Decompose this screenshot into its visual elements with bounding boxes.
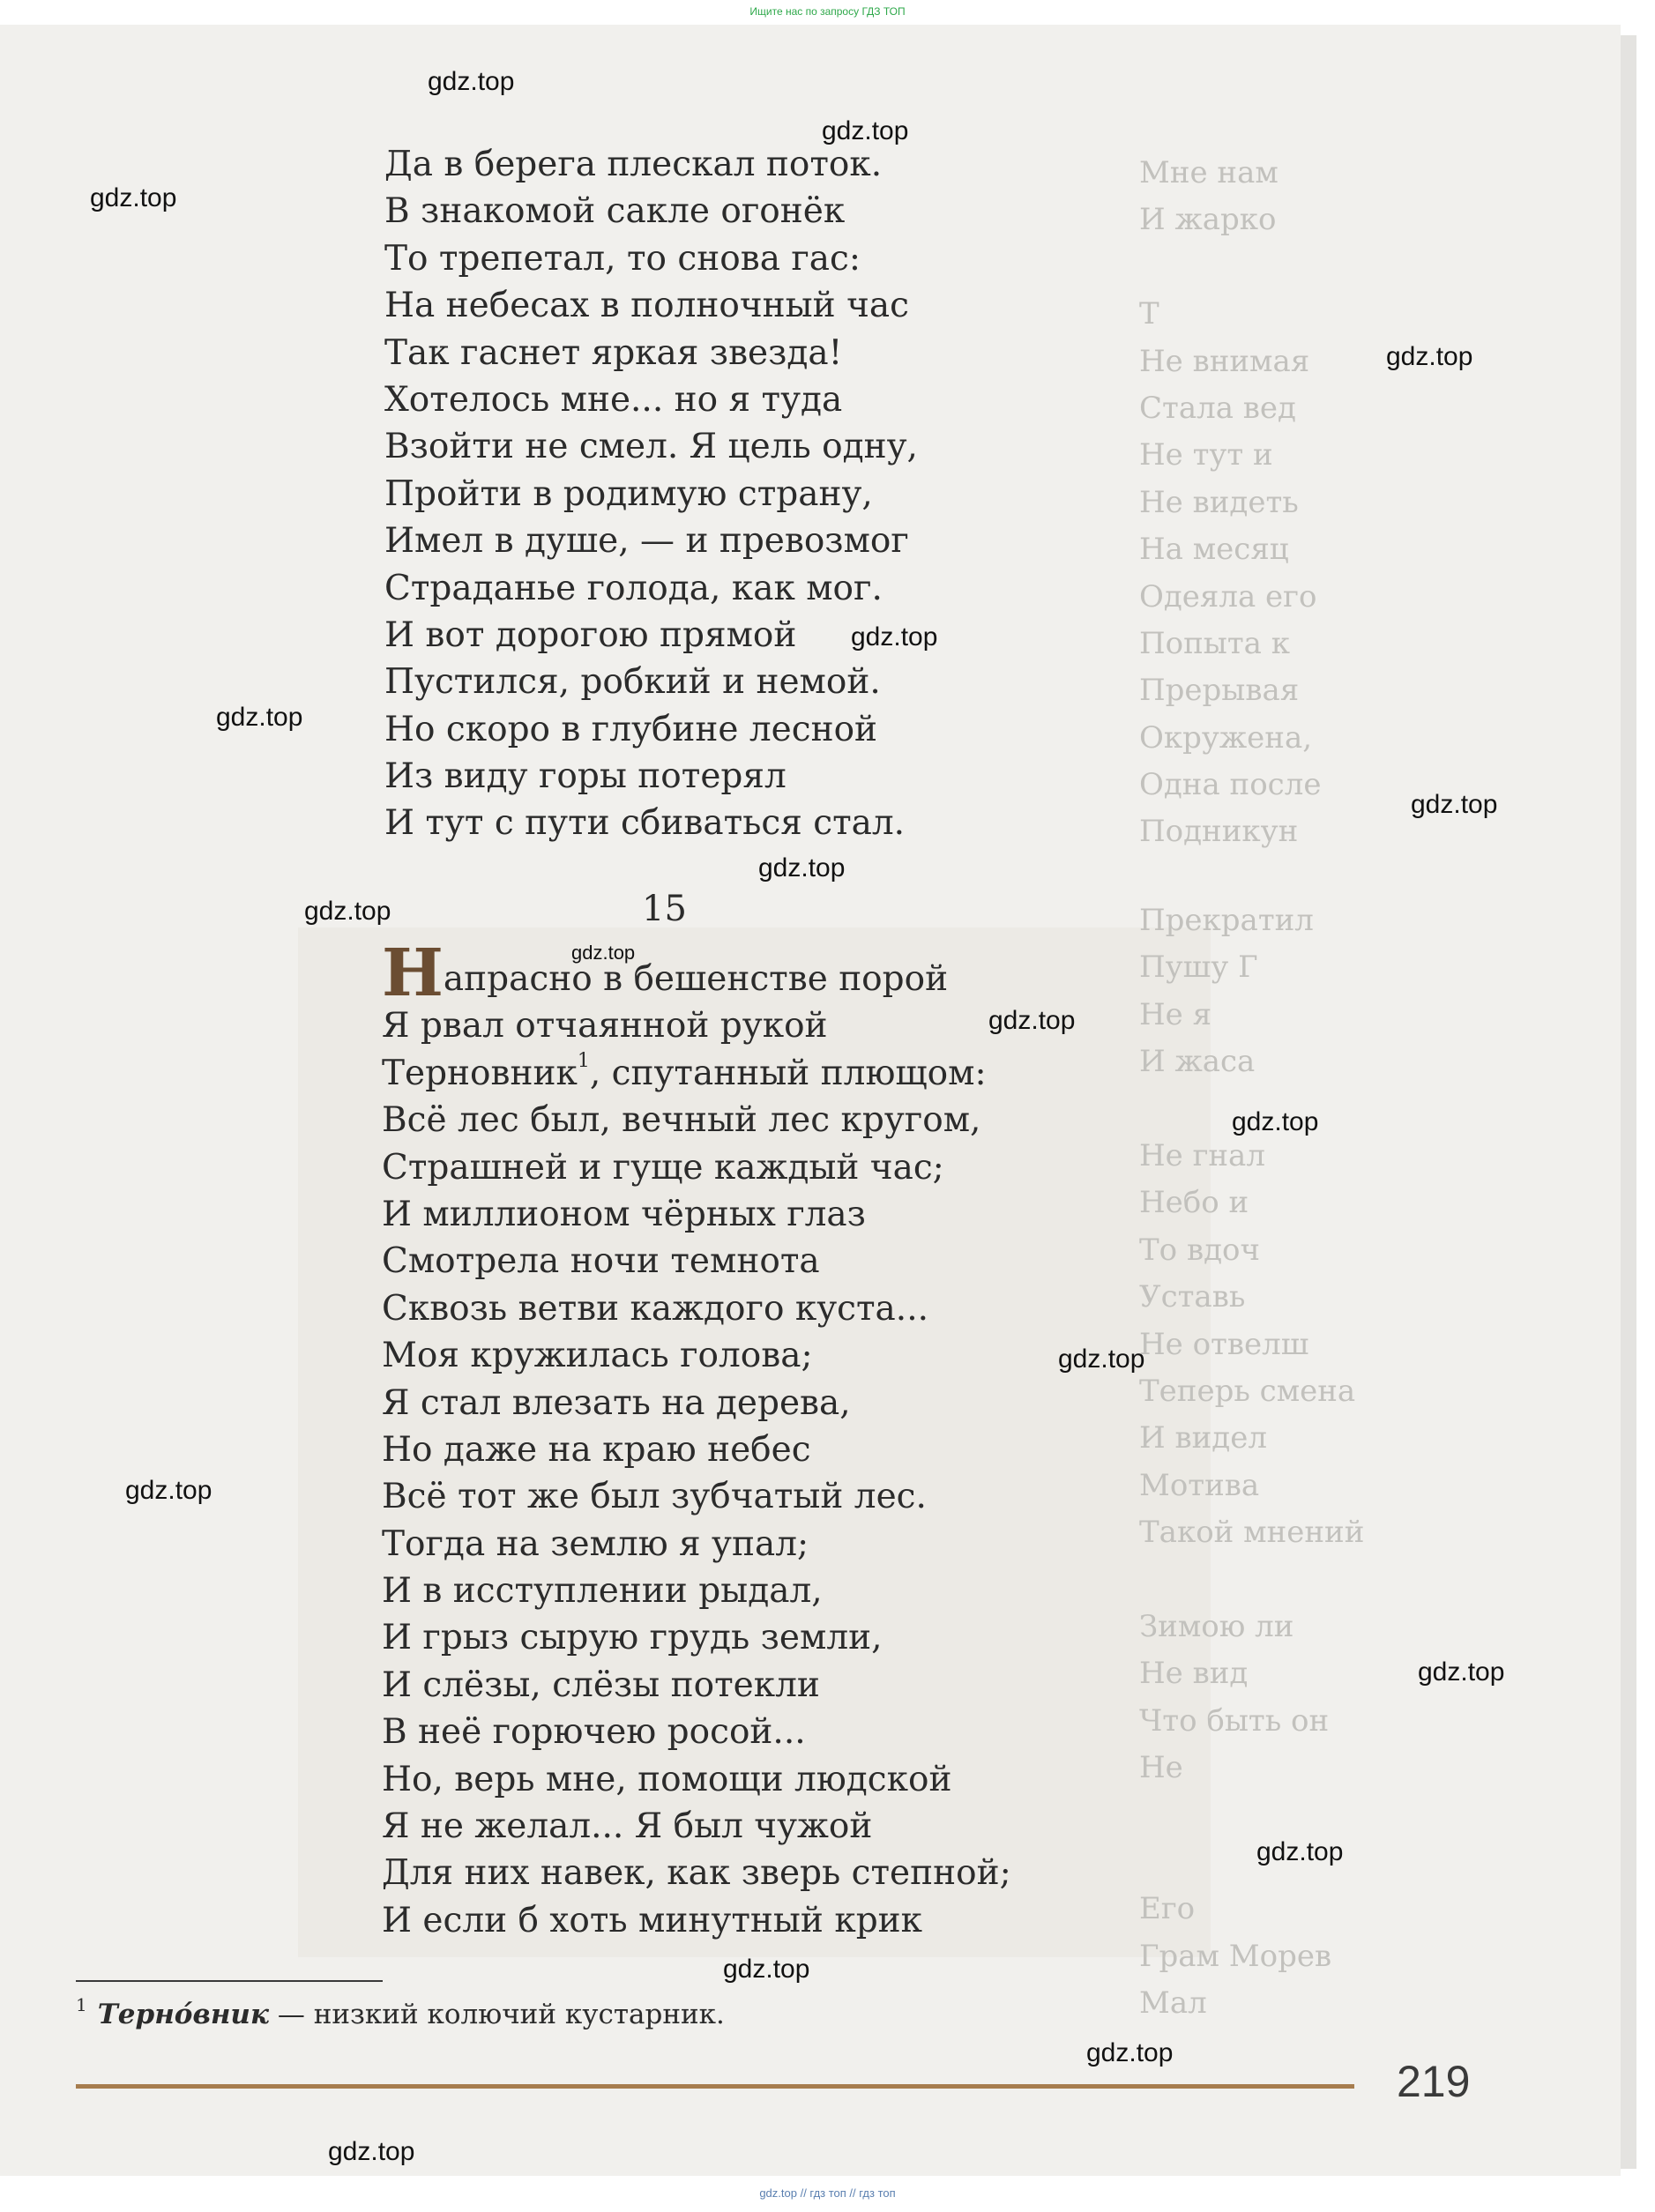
drop-cap: Н xyxy=(382,935,444,1011)
bottom-banner: gdz.top // гдз топ // гдз топ xyxy=(759,2186,896,2200)
ghost-line: Грам Морев xyxy=(1139,1938,1332,1974)
first-line-text: апрасно в бешенстве порой xyxy=(443,959,949,999)
ghost-line: Не тут и xyxy=(1139,437,1273,473)
poem-line: На небесах в полночный час xyxy=(384,286,909,326)
bottom-divider xyxy=(76,2084,1354,2089)
ghost-line: Его xyxy=(1139,1891,1196,1927)
ghost-line: Мотива xyxy=(1139,1467,1260,1503)
ghost-line: Не гнал xyxy=(1139,1137,1265,1173)
poem-line: Я стал влезать на дерева, xyxy=(382,1382,851,1423)
ghost-line: Такой мнений xyxy=(1139,1515,1365,1551)
poem-line: Тогда на землю я упал; xyxy=(382,1523,809,1564)
watermark: gdz.top xyxy=(1386,342,1473,371)
ghost-line: Окружена, xyxy=(1139,719,1313,756)
footnoted-word: Терновник xyxy=(382,1053,578,1093)
footnote-number: 1 xyxy=(76,1994,87,2015)
poem-line: И вот дорогою прямой xyxy=(384,614,797,655)
section-number: 15 xyxy=(642,889,687,929)
bleed-through-text-top xyxy=(1139,150,1321,856)
watermark: gdz.top xyxy=(1256,1837,1344,1866)
ghost-line: Прерывая xyxy=(1139,673,1300,709)
ghost-line: Не внимая xyxy=(1139,343,1310,379)
poem-line: Я не желал... Я был чужой xyxy=(382,1806,873,1847)
poem-line: Смотрела ночи темнота xyxy=(382,1241,820,1282)
ghost-line: Прекратил xyxy=(1139,903,1314,938)
ghost-line: Попыта к xyxy=(1139,625,1290,661)
poem-line: Пройти в родимую страну, xyxy=(384,473,873,514)
page-number: 219 xyxy=(1397,2057,1471,2106)
watermark: gdz.top xyxy=(723,1955,810,1984)
poem-line: Взойти не смел. Я цель одну, xyxy=(384,427,918,467)
watermark: gdz.top xyxy=(758,853,846,883)
poem-line: И тут с пути сбиваться стал. xyxy=(384,803,906,844)
poem-line: Всё лес был, вечный лес кругом, xyxy=(382,1100,981,1141)
poem-stanza-14-end xyxy=(384,141,918,847)
poem-line: Из виду горы потерял xyxy=(384,756,786,797)
footnote-term: Терно́вник xyxy=(97,1999,269,2030)
ghost-line: Не видеть xyxy=(1139,484,1299,520)
poem-line: Всё тот же был зубчатый лес. xyxy=(382,1477,927,1517)
ghost-line: На месяц xyxy=(1139,532,1289,568)
top-banner: Ищите нас по запросу ГДЗ ТОП xyxy=(749,5,906,18)
poem-line: Но, верь мне, помощи людской xyxy=(382,1759,952,1799)
page-edge xyxy=(1621,35,1636,2169)
watermark: gdz.top xyxy=(1058,1344,1145,1374)
ghost-line: Не я xyxy=(1139,996,1212,1032)
poem-line: Пустился, робкий и немой. xyxy=(384,662,881,703)
watermark: gdz.top xyxy=(571,942,636,964)
poem-line: Сквозь ветви каждого куста... xyxy=(382,1288,929,1329)
watermark: gdz.top xyxy=(851,622,938,652)
watermark: gdz.top xyxy=(822,116,909,145)
ghost-line: И видел xyxy=(1139,1420,1267,1456)
poem-line: Для них навек, как зверь степной; xyxy=(382,1853,1011,1894)
ghost-line: И жарко xyxy=(1139,202,1277,238)
watermark: gdz.top xyxy=(1086,2038,1174,2067)
watermark: gdz.top xyxy=(428,67,515,96)
footnote xyxy=(76,1994,725,2030)
poem-line-with-footnote xyxy=(382,1050,1011,1097)
ghost-line xyxy=(1139,244,1321,291)
ghost-line: Теперь смена xyxy=(1139,1373,1356,1409)
ghost-line: Одеяла его xyxy=(1139,578,1317,614)
poem-line: И миллионом чёрных глаз xyxy=(382,1194,866,1234)
poem-line: В неё горючею росой... xyxy=(382,1712,806,1753)
ghost-line: Уставь xyxy=(1139,1279,1246,1315)
poem-line: Страшней и гуще каждый час; xyxy=(382,1147,944,1188)
poem-line: И слёзы, слёзы потекли xyxy=(382,1665,820,1705)
watermark: gdz.top xyxy=(1411,790,1498,819)
footnote-dash: — xyxy=(268,1999,314,2030)
ghost-line: Подникун xyxy=(1139,814,1299,850)
watermark: gdz.top xyxy=(304,897,391,926)
footnote-definition: низкий колючий кустарник. xyxy=(313,1999,725,2030)
ghost-line: Не xyxy=(1139,1750,1183,1786)
watermark: gdz.top xyxy=(1418,1657,1505,1687)
footnote-mark: 1 xyxy=(577,1049,590,1072)
ghost-line: И жаса xyxy=(1139,1044,1256,1080)
ghost-line: Зимою ли xyxy=(1139,1608,1294,1644)
poem-line: То трепетал, то снова гас: xyxy=(384,238,861,279)
watermark: gdz.top xyxy=(1232,1107,1319,1136)
ghost-line: Стала вед xyxy=(1139,390,1296,426)
ghost-line: То вдоч xyxy=(1139,1232,1260,1268)
poem-line: Так гаснет яркая звезда! xyxy=(384,332,843,373)
watermark: gdz.top xyxy=(216,703,303,732)
watermark: gdz.top xyxy=(328,2137,415,2166)
ghost-line: Не отвелш xyxy=(1139,1326,1309,1362)
poem-line: Страданье голода, как мог. xyxy=(384,568,883,608)
poem-line: И грыз сырую грудь земли, xyxy=(382,1618,883,1658)
poem-line: И в исступлении рыдал, xyxy=(382,1571,823,1612)
line-text: , спутанный плющом: xyxy=(589,1053,987,1093)
ghost-line xyxy=(1139,1791,1364,1838)
poem-line: Хотелось мне... но я туда xyxy=(384,379,843,420)
poem-line: Я рвал отчаянной рукой xyxy=(382,1006,828,1046)
ghost-line: Мне нам xyxy=(1139,155,1279,190)
poem-line: Да в берега плескал поток. xyxy=(384,145,883,184)
footnote-divider xyxy=(76,1980,383,1982)
ghost-line: Что быть он xyxy=(1139,1702,1330,1739)
ghost-line xyxy=(1139,1556,1364,1603)
poem-line: Но даже на краю небес xyxy=(382,1429,811,1470)
ghost-line: Т xyxy=(1139,296,1159,332)
watermark: gdz.top xyxy=(90,183,177,212)
poem-line: В знакомой сакле огонёк xyxy=(384,191,846,232)
poem-line: Моя кружилась голова; xyxy=(382,1336,813,1376)
poem-line: Но скоро в глубине лесной xyxy=(384,709,878,749)
ghost-line: Мал xyxy=(1139,1985,1207,2021)
watermark: gdz.top xyxy=(988,1006,1076,1035)
ghost-line: Пушу Г xyxy=(1139,950,1258,986)
poem-line: И если б хоть минутный крик xyxy=(382,1900,923,1940)
ghost-line: Одна после xyxy=(1139,767,1322,803)
ghost-line: Небо и xyxy=(1139,1185,1249,1221)
poem-line: Имел в душе, — и превозмог xyxy=(384,521,909,562)
watermark: gdz.top xyxy=(125,1476,212,1505)
ghost-line: Не вид xyxy=(1139,1656,1249,1692)
